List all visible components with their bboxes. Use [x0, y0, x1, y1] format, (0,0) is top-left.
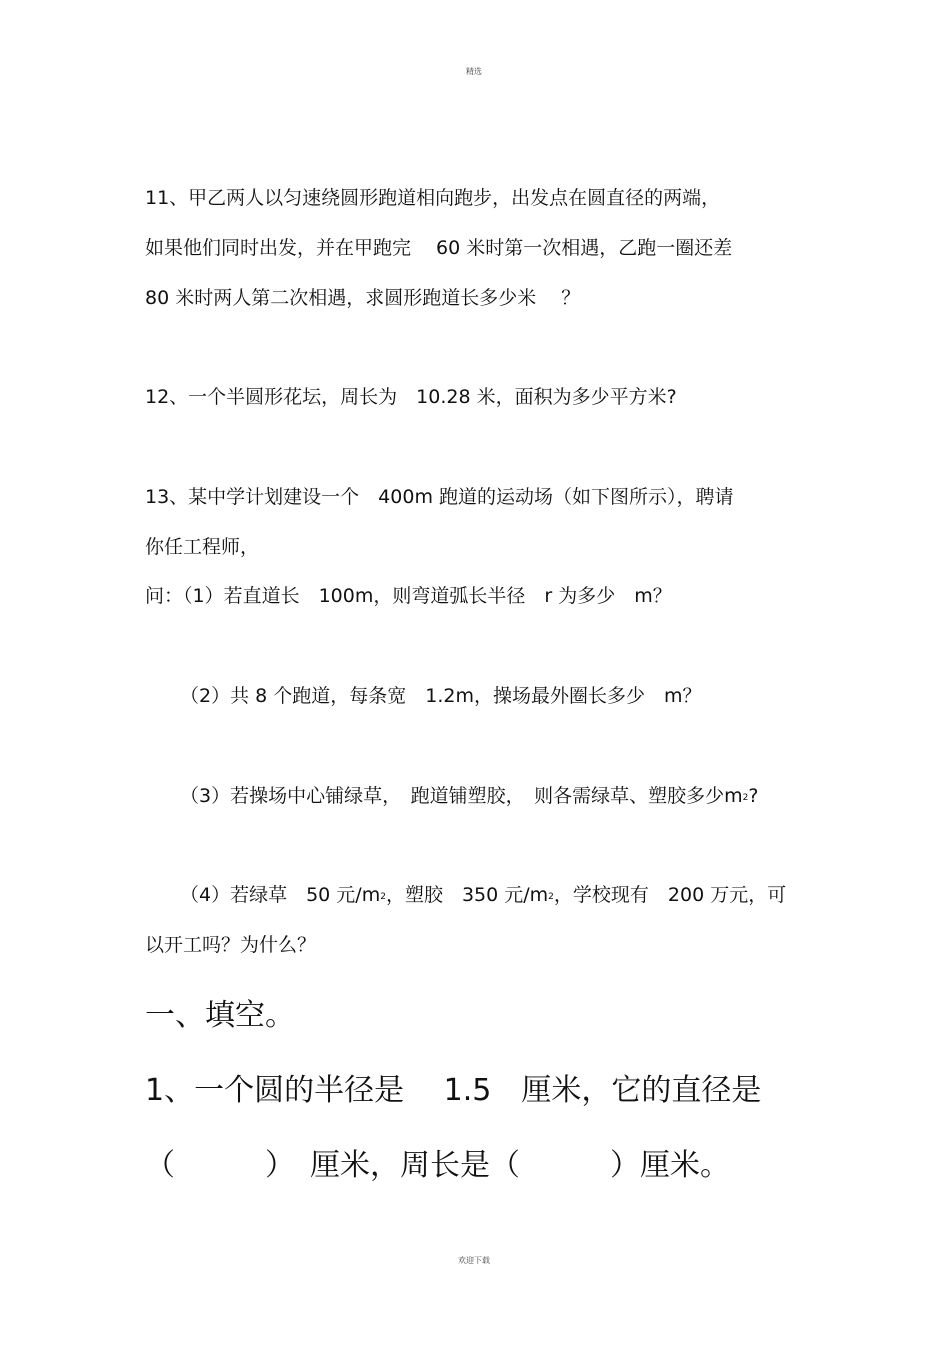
q13-line2: 你任工程师，	[145, 536, 260, 558]
section-title: 一、填空。	[145, 998, 295, 1033]
q13-sub2: （2）共 8 个跑道，每条宽 1.2m，操场最外圈长多少 m？	[180, 685, 702, 707]
q13-sub4-a: （4）若绿草 50 元/m	[180, 884, 381, 906]
q11-line2: 如果他们同时出发，并在甲跑完 60 米时第一次相遇，乙跑一圈还差	[145, 237, 733, 259]
q13-sub3-text: （3）若操场中心铺绿草， 跑道铺塑胶， 则各需绿草、塑胶多少m	[180, 785, 743, 807]
q13-sub4-c: ，学校现有 200 万元，可	[553, 884, 787, 906]
q13-sub3-sup: 2	[742, 793, 749, 803]
q13-sub4-b: ，塑胶 350 元/m	[385, 884, 549, 906]
page-header: 精选	[466, 67, 482, 76]
q13-sub4-sup2: 2	[548, 892, 554, 902]
q12-line1: 12、一个半圆形花坛，周长为 10.28 米，面积为多少平方米?	[145, 386, 677, 408]
q11-line3: 80 米时两人第二次相遇，求圆形跑道长多少米 ？	[145, 287, 581, 309]
q13-line3: 问：（1）若直道长 100m，则弯道弧长半径 r 为多少 m？	[145, 585, 672, 607]
q13-sub3	[180, 781, 758, 808]
q13-line1: 13、某中学计划建设一个 400m 跑道的运动场（如下图所示），聘请	[145, 486, 734, 508]
page-footer: 欢迎下载	[458, 1256, 490, 1265]
q13-sub4-sup1: 2	[380, 892, 386, 902]
fill1-line2: （ ） 厘米，周长是（ ）厘米。	[145, 1148, 730, 1183]
q13-sub3-end: ?	[748, 785, 759, 807]
q13-sub4-line2: 以开工吗？为什么？	[145, 934, 317, 956]
q13-sub4	[180, 880, 786, 907]
fill1-line1: 1、一个圆的半径是 1.5 厘米，它的直径是	[145, 1073, 762, 1108]
q11-line1: 11、甲乙两人以匀速绕圆形跑道相向跑步，出发点在圆直径的两端，	[145, 187, 721, 209]
